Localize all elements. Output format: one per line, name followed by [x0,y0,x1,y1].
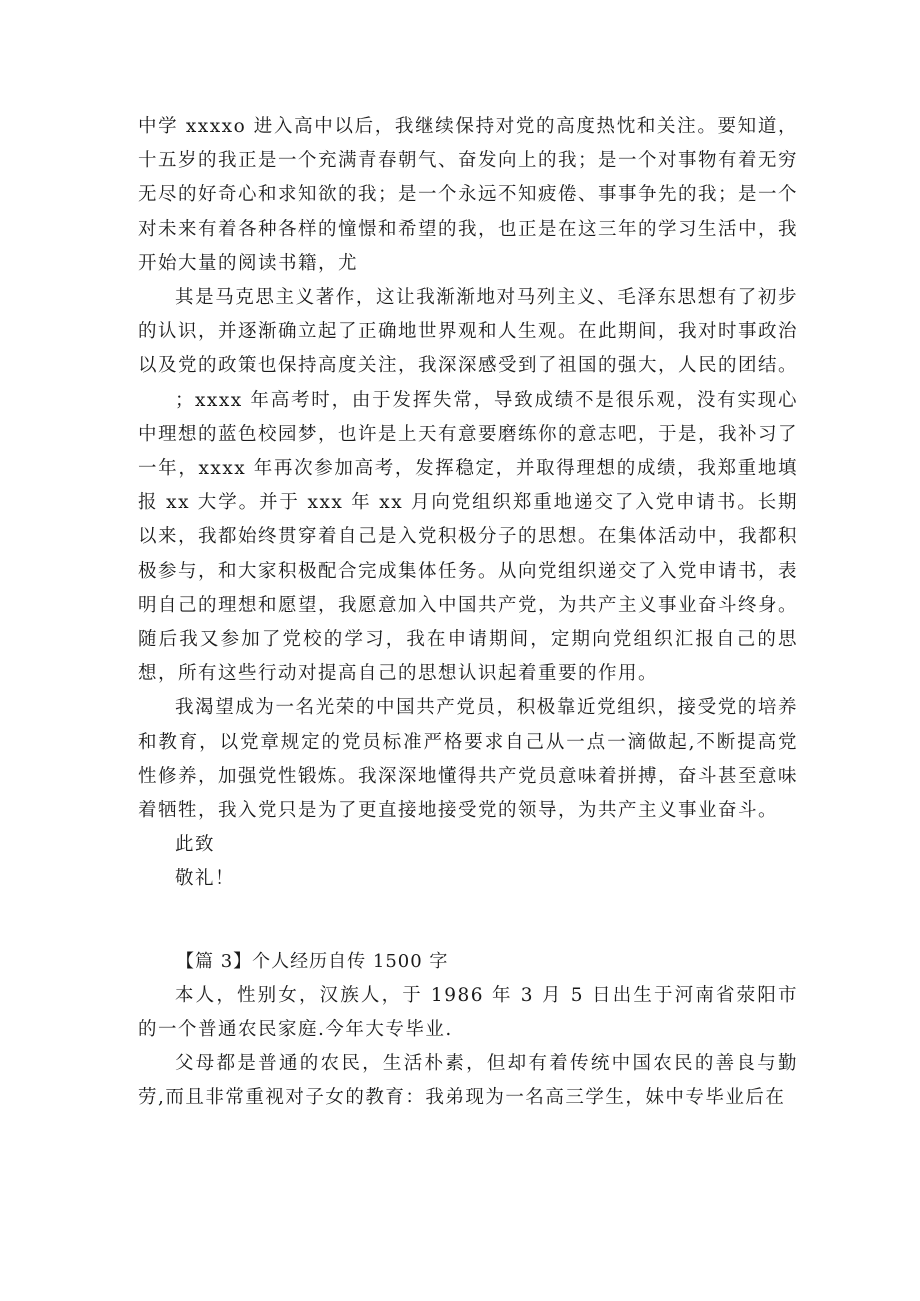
paragraph-family: 父母都是普通的农民，生活朴素，但却有着传统中国农民的善良与勤劳,而且非常重视对子女的教育：我弟现为一名高三学生，妹中专毕业后在 [138,1053,798,1109]
closing-salutation: 此致 [175,834,216,856]
paragraph-high-school: 中学 xxxxo 进入高中以后，我继续保持对党的高度热忱和关注。要知道，十五岁的我正是一个充满青春朝气、奋发向上的我；是一个对事物有着无穷无尽的好奇心和求知欲的我；是一个永远不知疲倦、事事争先的我；是一个对未来有着各种各样的憧憬和希望的我，也正是在这三年的学习生活中，我开始大量的阅读书籍，尤 [138,116,799,274]
closing-regards: 敬礼！ [175,868,236,890]
paragraph-marxism: 其是马克思主义著作，这让我渐渐地对马列主义、毛泽东思想有了初步的认识，并逐渐确立起了正确地世界观和人生观。在此期间，我对时事政治以及党的政策也保持高度关注，我深深感受到了祖国的强大，人民的团结。 [138,287,799,377]
section-gap [138,897,798,945]
paragraph-intro: 本人，性别女，汉族人，于 1986 年 3 月 5 日出生于河南省荥阳市的一个普通农民家庭.今年大专毕业. [138,984,798,1041]
document-body [138,110,798,1116]
section-heading: 【篇 3】个人经历自传 1500 字 [176,950,449,972]
paragraph-aspiration: 我渴望成为一名光荣的中国共产党员，积极靠近党组织，接受党的培养和教育，以党章规定的党员标准严格要求自己从一点一滴做起,不断提高党性修养，加强党性锻炼。我深深地懂得共产党员意味着拼搏，奋斗甚至意味着牺牲，我入党只是为了更直接地接受党的领导，为共产主义事业奋斗。 [138,697,799,822]
paragraph-college-entrance: ；xxxx 年高考时，由于发挥失常，导致成绩不是很乐观，没有实现心中理想的蓝色校园梦，也许是上天有意要磨练你的意志吧，于是，我补习了一年，xxxx 年再次参加高考，发挥稳定，并取得理想的成绩，我郑重地填报 xx 大学。并于 xxx 年 xx 月向党组织郑重地递交了入党申请书。长期以来，我都始终贯穿着自己是入党积极分子的思想。在集体活动中，我都积极参与，和大家积极配合完成集体任务。从向党组织递交了入党申请书，表明自己的理想和愿望，我愿意加入中国共产党，为共产主义事业奋斗终身。随后我又参加了党校的学习，我在申请期间，定期向党组织汇报自己的思想，所有这些行动对提高自己的思想认识起着重要的作用。 [138,389,799,685]
